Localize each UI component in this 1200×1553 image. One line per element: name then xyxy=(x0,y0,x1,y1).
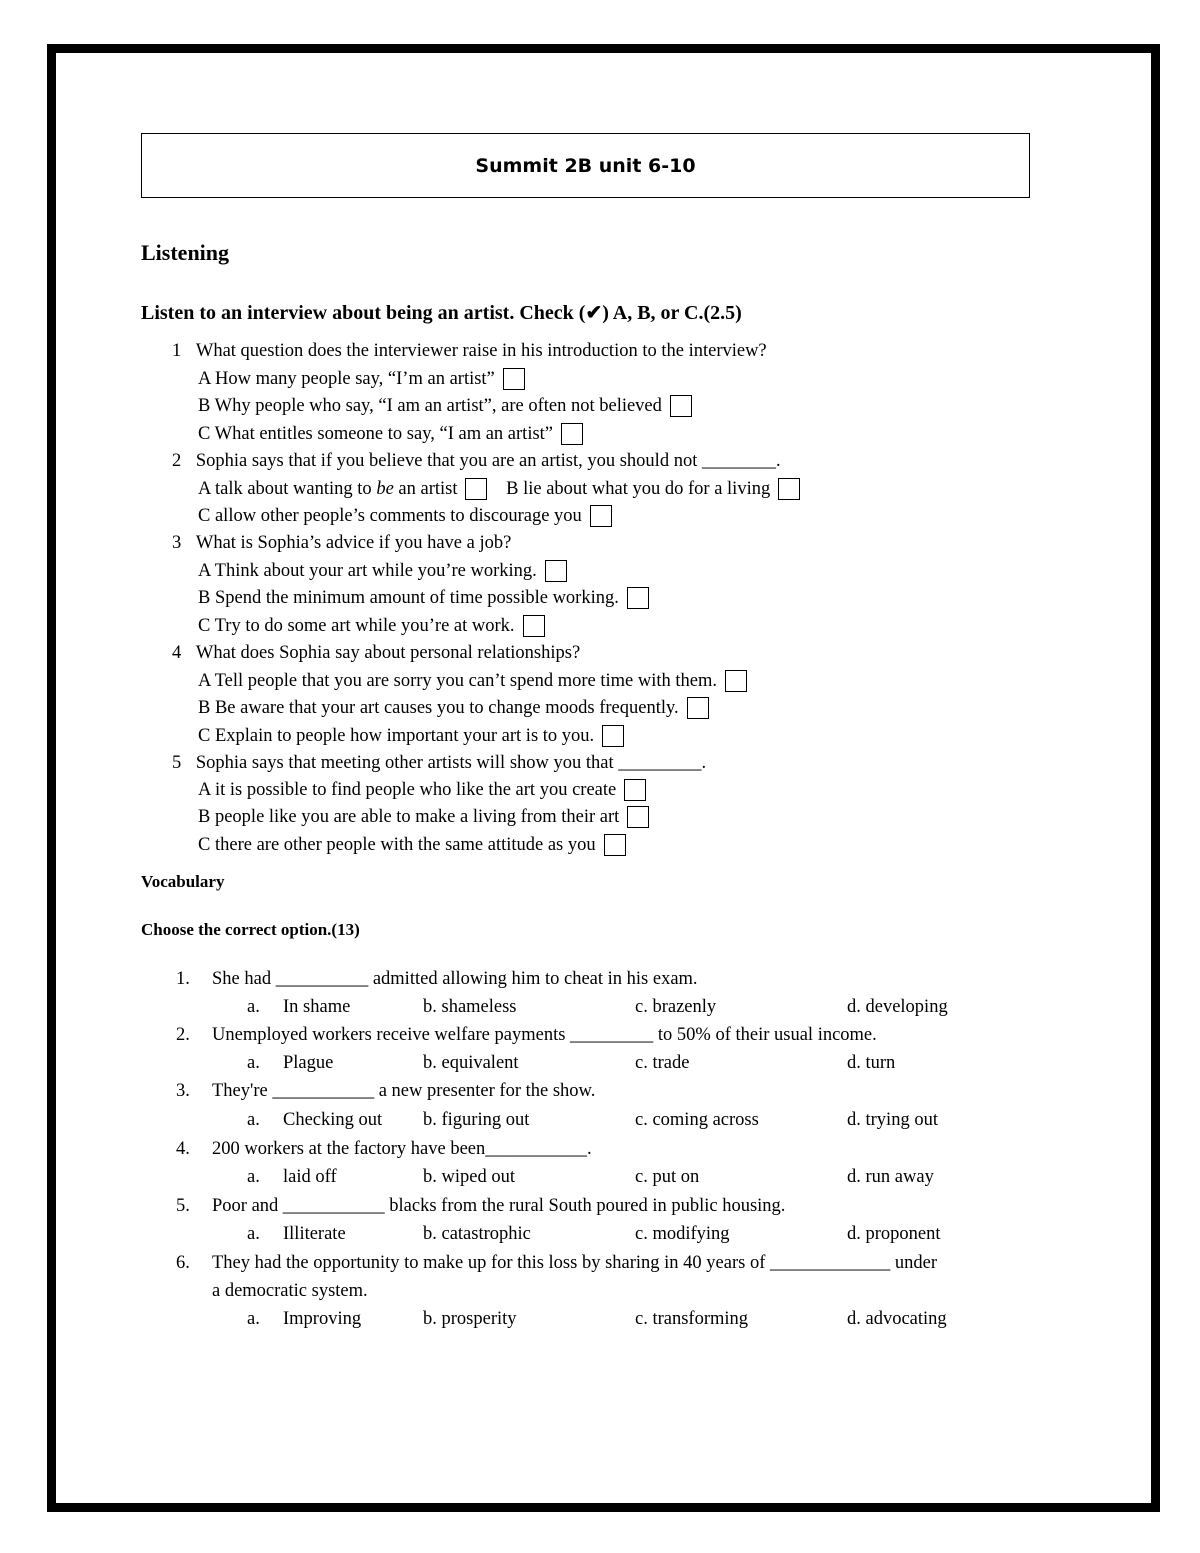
listening-option xyxy=(198,423,583,445)
vocab-question xyxy=(176,1195,786,1217)
option-text: there are other people with the same attitude as you xyxy=(214,835,596,855)
question-text: 200 workers at the factory have been___________. xyxy=(212,1139,592,1159)
listening-option xyxy=(198,806,649,828)
listening-option xyxy=(198,368,525,390)
answer-checkbox[interactable] xyxy=(465,478,487,500)
option-letter: B xyxy=(198,807,211,827)
listening-option xyxy=(198,560,567,582)
question-text: They're ___________ a new presenter for the show. xyxy=(212,1081,596,1101)
listening-option xyxy=(198,478,800,500)
vocab-option-a xyxy=(247,996,350,1018)
listening-question xyxy=(172,340,767,362)
vocab-question xyxy=(176,1252,937,1274)
option-text: it is possible to find people who like the art you create xyxy=(214,780,617,800)
question-number: 2. xyxy=(176,1025,190,1045)
question-number: 5. xyxy=(176,1196,190,1216)
vocab-option-c: c. transforming xyxy=(635,1309,749,1329)
vocab-question xyxy=(176,1024,877,1046)
vocab-option-c: c. brazenly xyxy=(635,997,717,1017)
option-text: people like you are able to make a living from their art xyxy=(214,807,620,827)
option-text: lie about what you do for a living xyxy=(523,479,771,499)
option-letter: C xyxy=(198,616,211,636)
option-text: laid off xyxy=(283,1167,337,1187)
option-text: Spend the minimum amount of time possible working. xyxy=(214,588,619,608)
question-text: What is Sophia’s advice if you have a job? xyxy=(195,533,512,553)
option-text: Plague xyxy=(283,1053,334,1073)
option-text: Why people who say, “I am an artist”, are often not believed xyxy=(214,396,662,416)
vocab-option-a xyxy=(247,1109,382,1131)
option-text: In shame xyxy=(283,997,351,1017)
question-number: 4. xyxy=(176,1139,190,1159)
page-title: Summit 2B unit 6-10 xyxy=(475,154,696,177)
listening-option xyxy=(198,670,747,692)
option-text: Improving xyxy=(283,1309,362,1329)
option-text: What entitles someone to say, “I am an artist” xyxy=(214,424,554,444)
listening-option xyxy=(198,615,545,637)
option-letter: C xyxy=(198,726,211,746)
vocab-option-d: d. turn xyxy=(847,1053,896,1073)
listening-option xyxy=(198,395,692,417)
listening-option xyxy=(198,779,646,801)
answer-checkbox[interactable] xyxy=(624,779,646,801)
question-number: 1. xyxy=(176,969,190,989)
option-letter: B xyxy=(198,396,211,416)
answer-checkbox[interactable] xyxy=(627,806,649,828)
option-letter: a. xyxy=(247,1224,260,1244)
question-text-continued: a democratic system. xyxy=(212,1281,368,1301)
question-text: They had the opportunity to make up for this loss by sharing in 40 years of _____________ under xyxy=(212,1253,937,1273)
option-text: How many people say, “I’m an artist” xyxy=(214,369,495,389)
question-number: 4 xyxy=(172,643,182,663)
question-number: 3 xyxy=(172,533,182,553)
answer-checkbox[interactable] xyxy=(602,725,624,747)
option-letter: C xyxy=(198,424,211,444)
question-text: Sophia says that if you believe that you are an artist, you should not ________. xyxy=(195,451,781,471)
vocab-option-b: b. prosperity xyxy=(423,1309,517,1329)
vocab-question xyxy=(176,1080,596,1102)
vocabulary-instruction: Choose the correct option.(13) xyxy=(141,920,360,939)
option-letter: a. xyxy=(247,1167,260,1187)
listening-option xyxy=(198,697,709,719)
question-number: 6. xyxy=(176,1253,190,1273)
vocab-option-d: d. run away xyxy=(847,1167,934,1187)
listening-question xyxy=(172,752,706,774)
question-text: Sophia says that meeting other artists will show you that _________. xyxy=(195,753,707,773)
option-letter: A xyxy=(198,479,211,499)
vocab-question xyxy=(176,1138,592,1160)
option-letter: a. xyxy=(247,1110,260,1130)
vocab-option-c: c. coming across xyxy=(635,1110,759,1130)
option-text: Try to do some art while you’re at work. xyxy=(214,616,515,636)
vocab-question xyxy=(176,968,698,990)
listening-option xyxy=(198,725,624,747)
question-text: She had __________ admitted allowing him to cheat in his exam. xyxy=(212,969,698,989)
option-letter: a. xyxy=(247,1309,260,1329)
listening-question xyxy=(172,532,511,554)
option-text: Illiterate xyxy=(283,1224,346,1244)
answer-checkbox[interactable] xyxy=(604,834,626,856)
vocab-option-d: d. advocating xyxy=(847,1309,947,1329)
question-number: 1 xyxy=(172,341,182,361)
answer-checkbox[interactable] xyxy=(503,368,525,390)
option-text: Be aware that your art causes you to change moods frequently. xyxy=(214,698,679,718)
option-letter: B xyxy=(198,698,211,718)
listening-option xyxy=(198,587,649,609)
question-text: What question does the interviewer raise in his introduction to the interview? xyxy=(195,341,767,361)
title-box xyxy=(141,133,1030,198)
vocab-option-b: b. equivalent xyxy=(423,1053,519,1073)
vocab-option-c: c. modifying xyxy=(635,1224,730,1244)
answer-checkbox[interactable] xyxy=(523,615,545,637)
option-letter: C xyxy=(198,506,211,526)
vocab-option-b: b. catastrophic xyxy=(423,1224,531,1244)
option-letter: a. xyxy=(247,997,260,1017)
vocab-option-b: b. shameless xyxy=(423,997,517,1017)
option-text: Think about your art while you’re working. xyxy=(214,561,537,581)
question-number: 2 xyxy=(172,451,182,471)
vocab-option-b: b. wiped out xyxy=(423,1167,515,1187)
option-letter: A xyxy=(198,780,211,800)
vocab-option-a xyxy=(247,1052,333,1074)
vocabulary-heading: Vocabulary xyxy=(141,872,225,891)
vocab-option-a xyxy=(247,1308,361,1330)
listening-option xyxy=(198,505,612,527)
option-text: allow other people’s comments to discourage you xyxy=(214,506,582,526)
option-letter: B xyxy=(506,479,519,499)
vocab-option-b: b. figuring out xyxy=(423,1110,530,1130)
question-text: What does Sophia say about personal relationships? xyxy=(195,643,581,663)
option-text: talk about wanting to be an artist xyxy=(214,479,458,499)
option-letter: B xyxy=(198,588,211,608)
question-text: Unemployed workers receive welfare payments _________ to 50% of their usual income. xyxy=(212,1025,877,1045)
option-text: Checking out xyxy=(283,1110,383,1130)
listening-option xyxy=(198,834,626,856)
listening-question xyxy=(172,450,781,472)
vocab-option-c: c. put on xyxy=(635,1167,700,1187)
question-text: Poor and ___________ blacks from the rural South poured in public housing. xyxy=(212,1196,786,1216)
listening-question xyxy=(172,642,580,664)
option-text: Explain to people how important your art is to you. xyxy=(214,726,595,746)
answer-checkbox[interactable] xyxy=(725,670,747,692)
answer-checkbox[interactable] xyxy=(778,478,800,500)
answer-checkbox[interactable] xyxy=(670,395,692,417)
listening-instruction: Listen to an interview about being an artist. Check (✔) A, B, or C.(2.5) xyxy=(141,302,742,324)
vocab-option-c: c. trade xyxy=(635,1053,690,1073)
answer-checkbox[interactable] xyxy=(561,423,583,445)
answer-checkbox[interactable] xyxy=(627,587,649,609)
vocab-option-d: d. proponent xyxy=(847,1224,941,1244)
option-letter: A xyxy=(198,561,211,581)
option-letter: C xyxy=(198,835,211,855)
answer-checkbox[interactable] xyxy=(545,560,567,582)
answer-checkbox[interactable] xyxy=(687,697,709,719)
vocab-option-a xyxy=(247,1223,346,1245)
vocab-option-d: d. trying out xyxy=(847,1110,938,1130)
option-letter: a. xyxy=(247,1053,260,1073)
option-text: Tell people that you are sorry you can’t spend more time with them. xyxy=(214,671,717,691)
question-number: 3. xyxy=(176,1081,190,1101)
vocab-option-d: d. developing xyxy=(847,997,948,1017)
option-letter: A xyxy=(198,369,211,389)
question-number: 5 xyxy=(172,753,182,773)
vocab-option-a xyxy=(247,1166,337,1188)
listening-heading: Listening xyxy=(141,240,230,265)
answer-checkbox[interactable] xyxy=(590,505,612,527)
option-letter: A xyxy=(198,671,211,691)
